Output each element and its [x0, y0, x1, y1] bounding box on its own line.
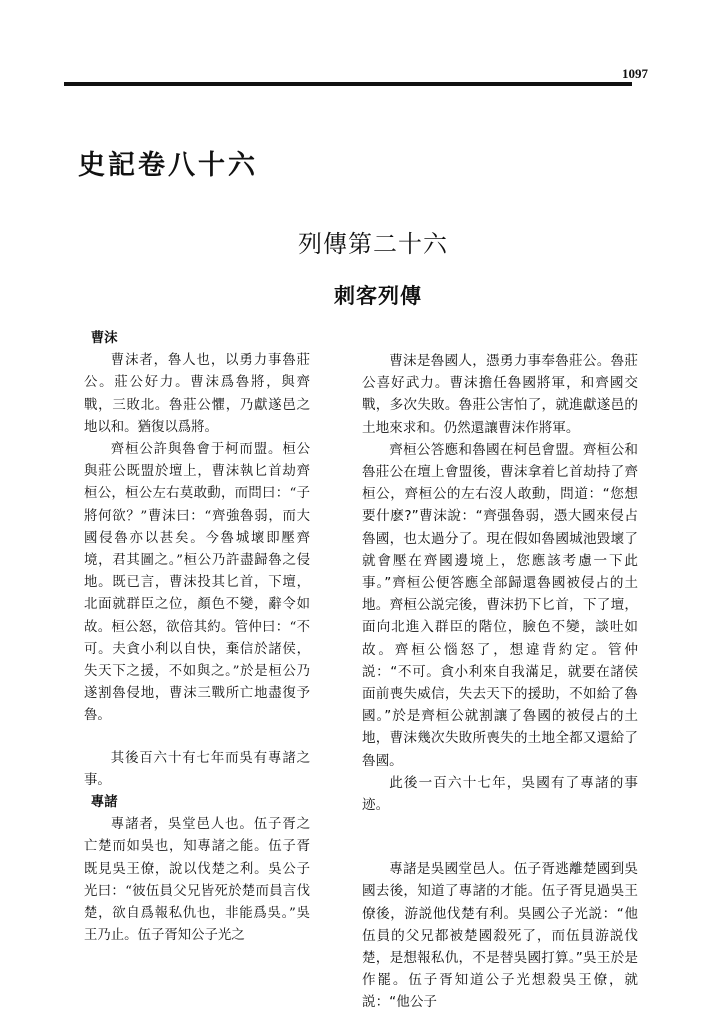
heading-zhuan-zhu: 專諸: [90, 795, 118, 811]
section-title: 刺客列傳: [334, 284, 422, 308]
original-text-column: [84, 328, 310, 980]
heading-cao-mo: 曹沫: [90, 331, 118, 346]
translation-paragraph-4: 專諸是吳國堂邑人。伍子胥逃離楚國到吳國去後，知道了專諸的才能。伍子胥見過吳王僚後，游説他伐楚有利。吳國公子光説：“他伍員的父兄都被楚國殺死了，而伍員游説伐楚，是想報私仇，不是替吳國打算。”吳王於是作罷。伍子胥知道公子光想殺吳王僚，就説：“他公子: [362, 861, 638, 1011]
original-paragraph-3: 其後百六十有七年而吳有專諸之事。: [84, 750, 310, 788]
translation-paragraph-2: 齊桓公答應和魯國在柯邑會盟。齊桓公和魯莊公在壇上會盟後，曹沫拿着匕首劫持了齊桓公，齊桓公的左右沒人敢動，問道：“您想要什麽?”曹沫說：“齊强魯弱，憑大國來侵占魯國，也太過分了。現在假如魯國城池毀壞了就會壓在齊國邊境上，您應該考慮一下此事。”齊桓公便答應全部歸還魯國被侵占的土地。齊桓公説完後，曹沫扔下匕首，下了壇，面向北進入群臣的階位，臉色不變，談吐如故。齊桓公惱怒了，想違背約定。管仲説：“不可。貪小利來自我滿足，就要在諸侯面前喪失威信，失去天下的援助，不如給了魯國。”於是齊桓公就割讓了魯國的被侵占的土地，曹沫幾次失敗所喪失的土地全都又還給了魯國。: [362, 441, 638, 769]
translation-paragraph-3: 此後一百六十七年，吳國有了專諸的事迹。: [362, 774, 638, 814]
chapter-title: 列傳第二十六: [298, 230, 448, 258]
header-rule: [64, 82, 632, 86]
original-paragraph-1: 曹沫者，魯人也，以勇力事魯莊公。莊公好力。曹沫爲魯將，與齊戰，三敗北。魯莊公懼，乃獻遂邑之地以和。猶復以爲將。: [84, 353, 310, 435]
page-number: 1097: [622, 66, 648, 81]
original-paragraph-2: 齊桓公許與魯會于柯而盟。桓公與莊公既盟於壇上，曹沫執匕首劫齊桓公，桓公左右莫敢動，而問曰：“子將何欲？”曹沫曰：“齊強魯弱，而大國侵魯亦以甚矣。今魯城壞即壓齊境，君其圖之。”桓公乃許盡歸魯之侵地。既已言，曹沫投其匕首，下壇，北面就群臣之位，顏色不變，辭令如故。桓公怒，欲倍其約。管仲曰：“不可。夫貪小利以自快，棄信於諸侯，失天下之援，不如與之。”於是桓公乃遂割魯侵地，曹沫三戰所亡地盡復予魯。: [84, 442, 310, 724]
translation-paragraph-1: 曹沫是魯國人，憑勇力事奉魯莊公。魯莊公喜好武力。曹沫擔任魯國將軍，和齊國交戰，多次失敗。魯莊公害怕了，就進獻遂邑的土地來求和。仍然還讓曹沫作將軍。: [362, 353, 638, 436]
original-paragraph-4: 專諸者，吳堂邑人也。伍子胥之亡楚而如吳也，知專諸之能。伍子胥既見吳王僚，說以伐楚之利。吳公子光曰：“彼伍員父兄皆死於楚而員言伐楚，欲自爲報私仇也，非能爲吳。”吳王乃止。伍子胥知公子光之: [84, 817, 310, 944]
translation-column: [362, 328, 638, 1011]
book-title: 史記卷八十六: [78, 150, 258, 181]
